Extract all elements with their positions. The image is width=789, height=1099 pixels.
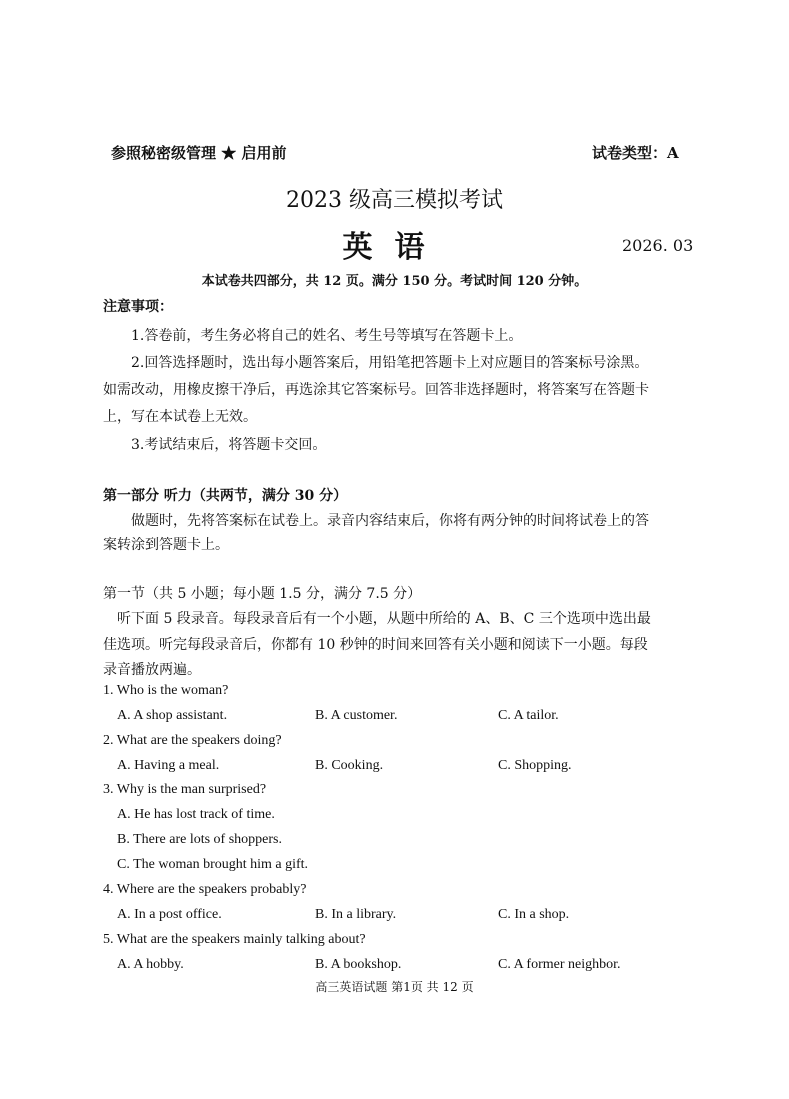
notice-item-3: 3.考试结束后，将答题卡交回。: [131, 437, 327, 453]
question-5-option-a: A. A hobby.: [117, 957, 184, 972]
section1-desc-line-3: 录音播放两遍。: [103, 662, 201, 678]
question-3-stem: 3. Why is the man surprised?: [103, 782, 267, 797]
notice-item-1: 1.答卷前，考生务必将自己的姓名、考生号等填写在答题卡上。: [131, 328, 523, 344]
question-1-stem: 1. Who is the woman?: [103, 683, 229, 698]
question-4-option-a: A. In a post office.: [117, 907, 222, 922]
question-4-option-c: C. In a shop.: [498, 907, 570, 922]
confidential-label: 参照秘密级管理 ★ 启用前: [111, 144, 287, 162]
question-5-stem: 5. What are the speakers mainly talking about?: [103, 932, 366, 947]
notice-item-2-line-3: 上，写在本试卷上无效。: [103, 409, 257, 425]
exam-title: 2023 级高三模拟考试: [286, 188, 503, 213]
question-2-option-b: B. Cooking.: [315, 758, 384, 773]
part1-heading: 第一部分 听力（共两节，满分 30 分）: [103, 488, 348, 504]
page-footer: 高三英语试题 第1页 共 12 页: [315, 980, 474, 994]
paper-type-label: 试卷类型：A: [592, 144, 679, 162]
section1-desc-line-2: 佳选项。听完每段录音后，你都有 10 秒钟的时间来回答有关小题和阅读下一小题。每段: [103, 637, 648, 653]
notice-item-2-line-2: 如需改动，用橡皮擦干净后，再选涂其它答案标号。回答非选择题时，将答案写在答题卡: [103, 382, 649, 398]
question-3-option-b: B. There are lots of shoppers.: [117, 832, 282, 847]
question-2-option-a: A. Having a meal.: [117, 758, 220, 773]
question-1-option-b: B. A customer.: [315, 708, 398, 723]
part1-desc-line-2: 案转涂到答题卡上。: [103, 537, 229, 553]
question-3-option-a: A. He has lost track of time.: [117, 807, 275, 822]
question-1-option-c: C. A tailor.: [498, 708, 559, 723]
question-4-option-b: B. In a library.: [315, 907, 397, 922]
section1-desc-line-1: 听下面 5 段录音。每段录音后有一个小题，从题中所给的 A、B、C 三个选项中选出最: [117, 611, 651, 627]
part1-desc-line-1: 做题时，先将答案标在试卷上。录音内容结束后，你将有两分钟的时间将试卷上的答: [131, 513, 649, 529]
notice-heading: 注意事项：: [103, 299, 173, 315]
question-2-stem: 2. What are the speakers doing?: [103, 733, 282, 748]
question-5-option-c: C. A former neighbor.: [498, 957, 621, 972]
exam-date: 2026. 03: [622, 236, 694, 255]
section1-heading: 第一节（共 5 小题；每小题 1.5 分，满分 7.5 分）: [103, 586, 422, 602]
notice-item-2-line-1: 2.回答选择题时，选出每小题答案后，用铅笔把答题卡上对应题目的答案标号涂黑。: [131, 355, 649, 371]
question-3-option-c: C. The woman brought him a gift.: [117, 857, 309, 872]
question-5-option-b: B. A bookshop.: [315, 957, 402, 972]
question-1-option-a: A. A shop assistant.: [117, 708, 228, 723]
subject-title: 英语: [342, 230, 447, 265]
question-4-stem: 4. Where are the speakers probably?: [103, 882, 307, 897]
exam-info: 本试卷共四部分，共 12 页。满分 150 分。考试时间 120 分钟。: [201, 274, 588, 289]
question-2-option-c: C. Shopping.: [498, 758, 572, 773]
